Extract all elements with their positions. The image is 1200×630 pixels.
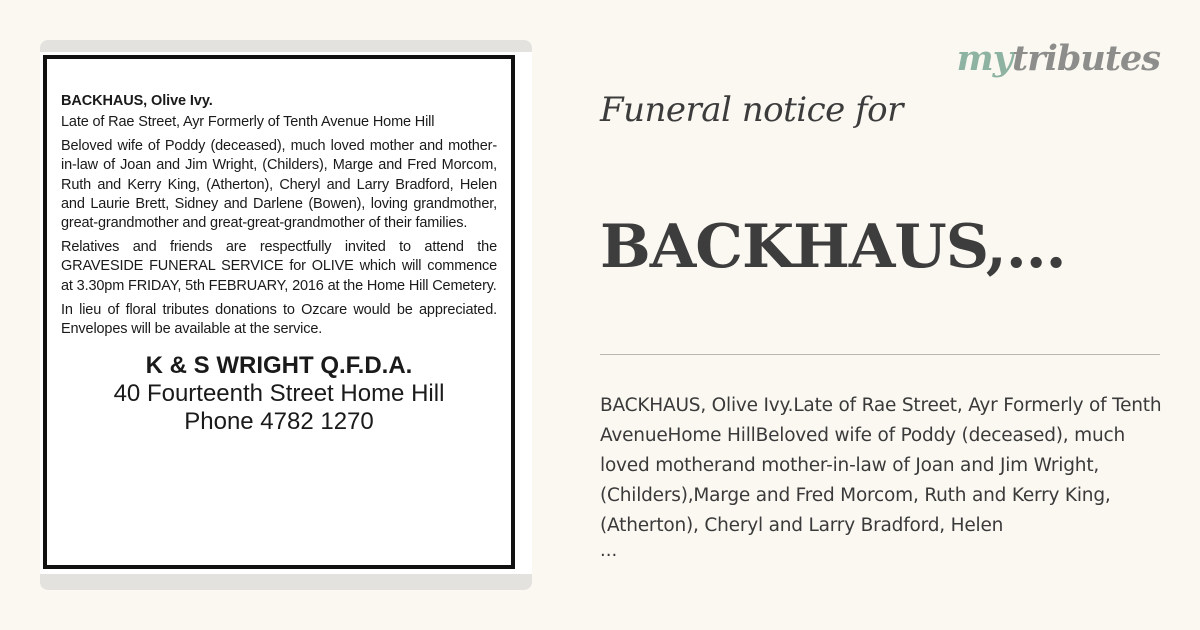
funeral-director-address: 40 Fourteenth Street Home Hill bbox=[113, 380, 445, 408]
funeral-notice-image bbox=[40, 40, 532, 590]
notice-border bbox=[43, 55, 515, 569]
funeral-director-phone: Phone 4782 1270 bbox=[184, 408, 374, 436]
mytributes-logo bbox=[957, 38, 1160, 79]
logo-my: my bbox=[956, 38, 1013, 79]
logo-tributes: tributes bbox=[1012, 38, 1160, 79]
page-heading: Funeral notice for bbox=[600, 90, 903, 130]
excerpt-ellipsis: ... bbox=[600, 540, 618, 561]
deceased-name-title: BACKHAUS,... bbox=[600, 212, 1066, 282]
notice-donations: In lieu of floral tributes donations to Ozcare would be appreciated. Envelopes will be available at the service. bbox=[61, 301, 497, 338]
notice-paper bbox=[40, 52, 532, 574]
notice-residence: Late of Rae Street, Ayr Formerly of Tenth Avenue Home Hill bbox=[61, 114, 435, 130]
funeral-director-block bbox=[61, 351, 497, 436]
notice-family: Beloved wife of Poddy (deceased), much loved mother and mother-in-law of Joan and Jim Wright, (Childers), Marge and Fred Morcom, Ruth and Kerry King, (Atherton), Cheryl and Larry Bradford, Helen and Laurie Brett, Sidney and Darlene (Bowen), loving grandmother, great-grandmother and great-great-grandmother of their families. bbox=[61, 138, 497, 232]
funeral-director-name: K & S WRIGHT Q.F.D.A. bbox=[145, 352, 413, 380]
divider bbox=[600, 354, 1160, 355]
notice-excerpt: BACKHAUS, Olive Ivy.Late of Rae Street, Ayr Formerly of Tenth AvenueHome HillBeloved wife of Poddy (deceased), much loved motherand mother-in-law of Joan and Jim Wright, (Childers),Marge and Fred Morcom, Ruth and Kerry King,(Atherton), Cheryl and Larry Bradford, Helen bbox=[600, 395, 1162, 536]
notice-service: Relatives and friends are respectfully invited to attend the GRAVESIDE FUNERAL SERVICE for OLIVE which will commence at 3.30pm FRIDAY, 5th FEBRUARY, 2016 at the Home Hill Cemetery. bbox=[61, 239, 497, 294]
notice-deceased-name: BACKHAUS, Olive Ivy. bbox=[61, 93, 213, 109]
